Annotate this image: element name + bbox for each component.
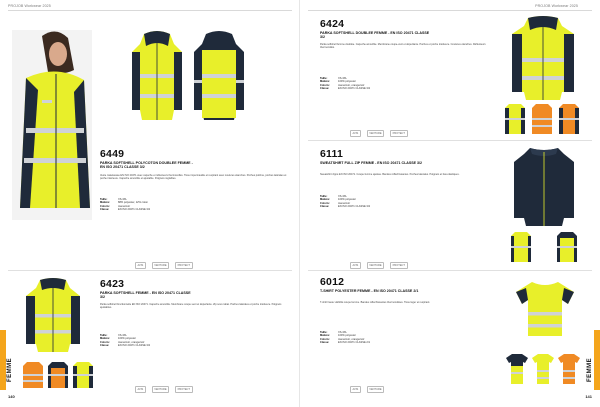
jacket-6449-front bbox=[130, 30, 184, 122]
product-desc-6423: Parka softshell fonctionnelle EN ISO 20471. Capuche amovible. Membrane coupe-vent et déperlante. Zip sous rabat. Poches latérales et poche intérieure. Poignets ajustables. bbox=[100, 303, 282, 310]
product-specs-6423: Taille: XS-3XL Matière: 100% polyester Coloris: Jaune/noir, orange/noir Classe: EN ISO 20471 CLASSE 3/2 bbox=[100, 334, 151, 348]
jacket-6423-variants bbox=[22, 360, 94, 390]
section-divider bbox=[308, 140, 592, 141]
model-photo-6449 bbox=[12, 30, 92, 220]
jacket-6423-front bbox=[24, 278, 82, 352]
page-number: 141 bbox=[585, 394, 592, 399]
product-specs-6449: Taille: XS-3XL Matière: 88% polyester, 12% coton Coloris: Jaune/noir Classe: EN ISO 20471 CLASSE 3/2 bbox=[100, 198, 151, 212]
section-tab-label: FEMME bbox=[7, 357, 13, 382]
product-desc-6424: Parka softshell femme doublée. Capuche amovible. Membrane coupe-vent et déperlante. Poches et poche intérieure. Coutures étanches. Réflecteurs thermocollés. bbox=[320, 43, 486, 50]
logo-badge: PROTECT bbox=[175, 262, 192, 269]
certification-logos-6423 bbox=[135, 386, 193, 393]
product-title-6012: T-SHIRT POLYESTER FEMME - EN ISO 20471 CLASSE 2/1 bbox=[320, 289, 419, 293]
logo-badge: VENTURE bbox=[152, 262, 169, 269]
header-divider bbox=[308, 10, 592, 11]
logo-badge: AVIS bbox=[135, 386, 146, 393]
logo-badge: VENTURE bbox=[367, 262, 384, 269]
section-tab-marker bbox=[0, 330, 6, 390]
product-sku-6424: 6424 bbox=[320, 18, 345, 30]
logo-badge: PROTECT bbox=[175, 386, 192, 393]
section-divider bbox=[308, 270, 592, 271]
product-title-6449: PARKA SOFTSHELL POLYCOTON DOUBLEE FEMME - EN ISO 20471 CLASSE 3/2 bbox=[100, 161, 193, 170]
section-tab-marker bbox=[594, 330, 600, 390]
jacket-6424-variants bbox=[504, 102, 580, 136]
logo-badge: VENTURE bbox=[367, 130, 384, 137]
section-divider bbox=[8, 270, 292, 271]
tshirt-6012-variants bbox=[506, 352, 582, 386]
logo-badge: VENTURE bbox=[152, 386, 169, 393]
logo-badge: VENTURE bbox=[367, 386, 384, 393]
logo-badge: AVIS bbox=[350, 386, 361, 393]
product-desc-6449: Veste matelassée EN ISO 20471 avec capuche et réflecteurs thermocollés. Tissu imperméable et respirant avec coutures étanches. Poches poitrine, poches latérales et poche intérieure. Capuche amovible et ajustable. Poignets réglables. bbox=[100, 174, 287, 181]
section-tab-label: FEMME bbox=[587, 357, 593, 382]
logo-badge: AVIS bbox=[350, 130, 361, 137]
logo-badge: PROTECT bbox=[390, 262, 407, 269]
product-specs-6111: Taille: XS-3XL Matière: 100% polyester Coloris: Jaune/noir Classe: EN ISO 20471 CLASSE 3/2 bbox=[320, 195, 371, 209]
product-title-6423: PARKA SOFTSHELL FEMME - EN ISO 20471 CLASSE 3/2 bbox=[100, 291, 191, 300]
header-divider bbox=[8, 10, 292, 11]
right-running-header: PROJOB Workwear 2025 bbox=[535, 4, 578, 8]
left-running-header: PROJOB Workwear 2025 bbox=[8, 4, 51, 8]
product-specs-6424: Taille: XS-3XL Matière: 100% polyester Coloris: Jaune/noir, orange/noir Classe: EN ISO 20471 CLASSE 3/2 bbox=[320, 77, 371, 91]
logo-badge: AVIS bbox=[135, 262, 146, 269]
product-sku-6449: 6449 bbox=[100, 148, 125, 160]
product-desc-6111: Sweatshirt zippé EN ISO 20471. Coupe femme ajustée. Bandes réfléchissantes. Poches latérales. Poignets et bas élastiques. bbox=[320, 173, 460, 176]
sweatshirt-6111-variants bbox=[510, 230, 582, 266]
product-title-6111: SWEATSHIRT FULL ZIP FEMME - EN ISO 20471 CLASSE 3/2 bbox=[320, 161, 423, 165]
certification-logos-6449 bbox=[135, 262, 193, 269]
certification-logos-6012 bbox=[350, 386, 384, 393]
logo-badge: PROTECT bbox=[390, 130, 407, 137]
product-title-6424: PARKA SOFTSHELL DOUBLEE FEMME - EN ISO 20471 CLASSE 3/2 bbox=[320, 31, 430, 40]
jacket-6449-back bbox=[192, 30, 246, 122]
sweatshirt-6111-front bbox=[512, 146, 576, 226]
certification-logos-6424 bbox=[350, 130, 408, 137]
tshirt-6012-front bbox=[514, 280, 576, 338]
product-desc-6012: T-shirt haute visibilité coupe femme. Bandes réfléchissantes thermocollées. Tissu léger et respirant. bbox=[320, 301, 431, 304]
product-sku-6111: 6111 bbox=[320, 148, 343, 160]
product-specs-6012: Taille: XS-3XL Matière: 100% polyester Coloris: Jaune/noir, orange/noir Classe: EN ISO 20471 CLASSE 2/1 bbox=[320, 331, 371, 345]
jacket-6424-front bbox=[510, 16, 576, 100]
logo-badge: AVIS bbox=[350, 262, 361, 269]
product-sku-6012: 6012 bbox=[320, 276, 345, 288]
certification-logos-6111 bbox=[350, 262, 408, 269]
product-sku-6423: 6423 bbox=[100, 278, 125, 290]
page-number: 140 bbox=[8, 394, 15, 399]
right-page bbox=[300, 0, 600, 407]
